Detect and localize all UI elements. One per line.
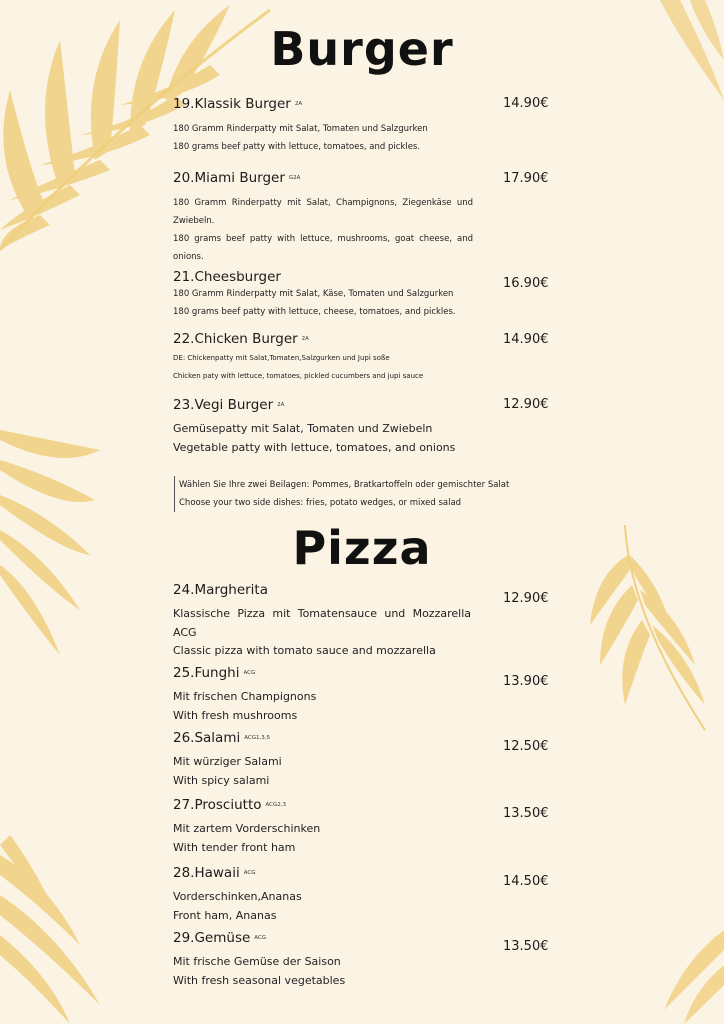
item-description-de: 180 Gramm Rinderpatty mit Salat, Tomaten und Salzgurken <box>173 124 428 134</box>
item-description-en: Vegetable patty with lettuce, tomatoes, and onions <box>173 440 456 454</box>
pizza-section-title: Pizza <box>292 521 432 575</box>
item-name: 24.Margherita <box>173 582 269 598</box>
menu-item-28 <box>173 865 548 925</box>
item-name: 19.Klassik Burger <box>173 96 291 112</box>
item-description-de: Klassische Pizza mit Tomatensauce und Mozzarella ACG <box>173 607 471 639</box>
item-allergen-code: 2A <box>277 402 285 408</box>
item-name: 28.Hawaii <box>173 865 240 881</box>
menu-item-29 <box>173 930 548 990</box>
menu-item-22 <box>173 331 548 385</box>
item-allergen-code: ACG1,3,5 <box>244 735 271 741</box>
item-description-en: With spicy salami <box>173 773 270 787</box>
item-allergen-code: ACG <box>243 670 256 676</box>
item-name: 20.Miami Burger <box>173 170 285 186</box>
item-name: 23.Vegi Burger <box>173 397 274 413</box>
item-description-de: Mit frische Gemüse der Saison <box>173 955 341 968</box>
menu-item-23 <box>173 397 548 457</box>
item-name: 25.Funghi <box>173 665 240 681</box>
item-description-de: 180 Gramm Rinderpatty mit Salat, Käse, Tomaten und Salzgurken <box>173 289 454 299</box>
burger-section-title: Burger <box>270 22 454 76</box>
item-description-en: 180 grams beef patty with lettuce, cheese, tomatoes, and pickles. <box>173 307 456 317</box>
item-allergen-code: ACG <box>254 935 267 941</box>
item-description-en: 180 grams beef patty with lettuce, mushrooms, goat cheese, and onions. <box>173 234 473 262</box>
item-description-de: 180 Gramm Rinderpatty mit Salat, Champignons, Ziegenkäse und Zwiebeln. <box>173 198 473 226</box>
item-price: 16.90€ <box>503 276 549 291</box>
item-description-de: Mit zartem Vorderschinken <box>173 822 321 835</box>
item-description-de: Mit frischen Champignons <box>173 690 317 703</box>
item-price: 13.50€ <box>503 939 549 954</box>
item-price: 14.50€ <box>503 874 549 889</box>
item-description-en: With fresh mushrooms <box>173 708 298 722</box>
item-price: 12.90€ <box>503 397 549 412</box>
item-allergen-code: 2A <box>301 336 309 342</box>
item-price: 13.90€ <box>503 674 549 689</box>
item-allergen-code: G2A <box>288 175 301 181</box>
menu-item-21 <box>173 269 548 321</box>
side-dish-note-de: Wählen Sie Ihre zwei Beilagen: Pommes, Bratkartoffeln oder gemischter Salat <box>179 480 510 490</box>
item-description-de: Gemüsepatty mit Salat, Tomaten und Zwiebeln <box>173 422 433 435</box>
menu-item-27 <box>173 797 548 857</box>
item-description-de: Mit würziger Salami <box>173 755 282 768</box>
menu-item-26 <box>173 730 548 790</box>
item-name: 29.Gemüse <box>173 930 251 946</box>
palm-leaf-bottom-right-icon <box>664 920 724 1024</box>
side-dish-note-en: Choose your two side dishes: fries, potato wedges, or mixed salad <box>179 498 462 508</box>
item-allergen-code: ACG2,3 <box>265 802 287 808</box>
item-description-en: With fresh seasonal vegetables <box>173 973 346 987</box>
item-price: 14.90€ <box>503 332 549 347</box>
item-name: 27.Prosciutto <box>173 797 262 813</box>
palm-leaf-bottom-left-icon <box>0 835 130 1024</box>
item-allergen-code: 2A <box>294 101 303 107</box>
item-price: 12.50€ <box>503 739 549 754</box>
item-name: 22.Chicken Burger <box>173 331 298 347</box>
menu-item-19 <box>173 96 548 156</box>
item-name: 21.Cheesburger <box>173 269 281 285</box>
item-price: 17.90€ <box>503 171 549 186</box>
item-description-en: Chicken paty with lettuce, tomatoes, pickled cucumbers and jupi sauce <box>173 372 424 380</box>
menu-item-25 <box>173 665 548 725</box>
item-allergen-code: ACG <box>243 870 256 876</box>
item-description-en: With tender front ham <box>173 840 296 854</box>
item-price: 13.50€ <box>503 806 549 821</box>
item-description-en: 180 grams beef patty with lettuce, tomatoes, and pickles. <box>173 142 421 152</box>
menu-item-24 <box>173 582 548 661</box>
item-price: 14.90€ <box>503 96 549 111</box>
item-description-en: Classic pizza with tomato sauce and mozzarella <box>173 644 436 657</box>
item-name: 26.Salami <box>173 730 241 746</box>
item-price: 12.90€ <box>503 591 549 606</box>
item-description-en: Front ham, Ananas <box>173 908 277 922</box>
side-dish-note <box>174 476 509 512</box>
item-description-de: DE: Chickenpatty mit Salat,Tomaten,Salzgurken und Jupi soße <box>173 354 390 362</box>
item-description-de: Vorderschinken,Ananas <box>173 890 302 903</box>
menu-item-20 <box>173 170 548 266</box>
